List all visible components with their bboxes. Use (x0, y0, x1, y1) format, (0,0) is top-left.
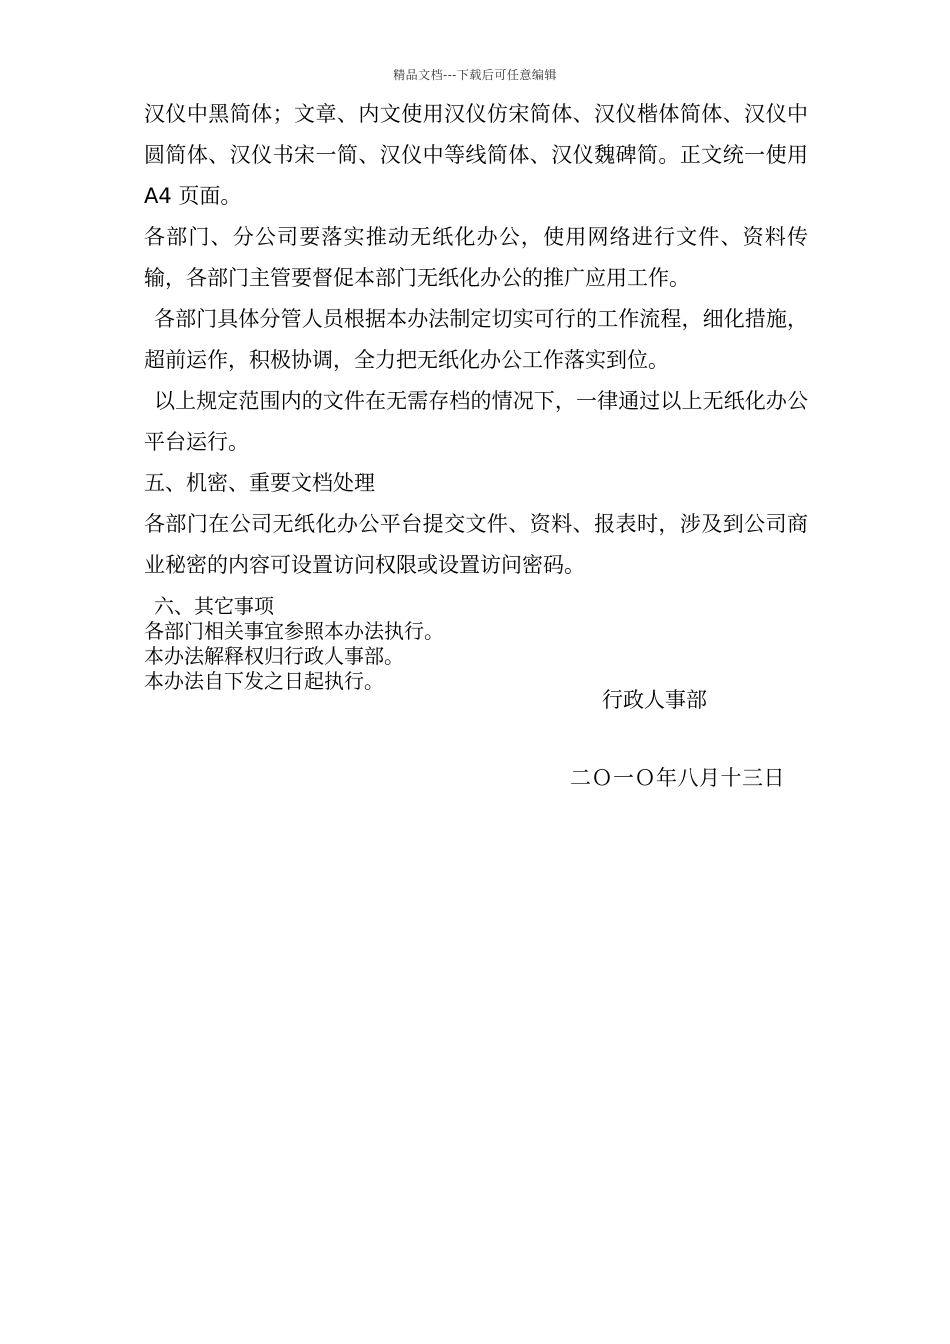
section-6-heading: 六、其它事项 (154, 594, 274, 618)
paragraph-scope: 以上规定范围内的文件在无需存档的情况下，一律通过以上无纸化办公平台运行。 (144, 389, 808, 454)
paragraph-workflow: 各部门具体分管人员根据本办法制定切实可行的工作流程，细化措施，超前运作，积极协调，全力把无纸化办公工作落实到位。 (144, 307, 808, 372)
paragraph-paperless-promotion: 各部门、分公司要落实推动无纸化办公，使用网络进行文件、资料传输，各部门主管要督促本部门无纸化办公的推广应用工作。 (144, 225, 808, 290)
section-6-line: 本办法自下发之日起执行。 (144, 669, 384, 693)
paragraph-confidential: 各部门在公司无纸化办公平台提交文件、资料、报表时，涉及到公司商业秘密的内容可设置访问权限或设置访问密码。 (144, 512, 808, 577)
section-6 (144, 594, 808, 694)
section-6-line: 本办法解释权归行政人事部。 (144, 644, 404, 668)
section-5-heading: 五、机密、重要文档处理 (144, 471, 375, 495)
signature-date: 二Ｏ一Ｏ年八月十三日 (570, 766, 785, 790)
document-body (144, 94, 808, 694)
section-6-line: 各部门相关事宜参照本办法执行。 (144, 619, 444, 643)
page-header: 精品文档---下载后可任意编辑 (393, 68, 557, 82)
signature-department: 行政人事部 (602, 688, 707, 712)
paragraph-fonts: 汉仪中黑简体；文章、内文使用汉仪仿宋简体、汉仪楷体简体、汉仪中圆简体、汉仪书宋一简、汉仪中等线简体、汉仪魏碑简。正文统一使用 A4 页面。 (144, 102, 808, 208)
